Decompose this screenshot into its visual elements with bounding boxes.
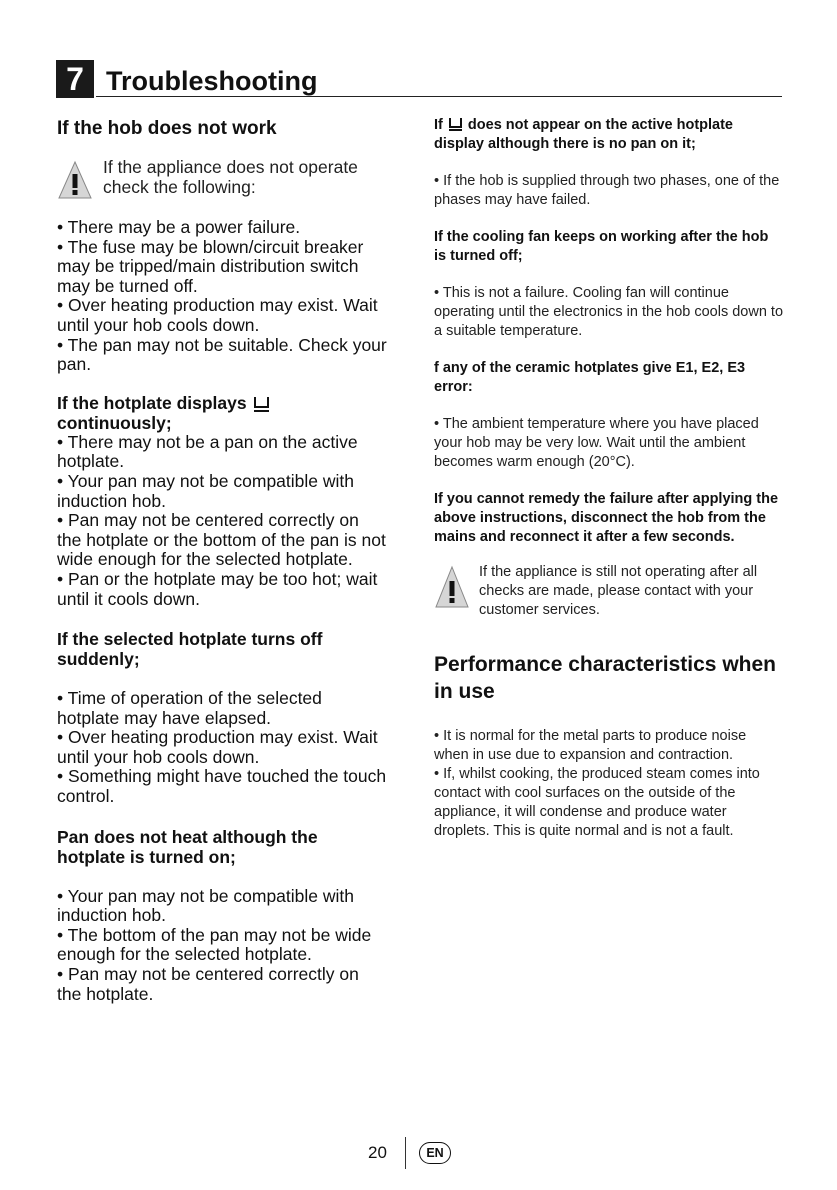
subheading-text: If [434,117,443,133]
performance-list [434,727,784,841]
list-item: • Pan or the hotplate may be too hot; wait until it cools down. [57,568,378,609]
list-item: • There may be a power failure. [57,217,301,237]
subheading-cooling-fan: If the cooling fan keeps on working after the hob is turned off; [434,229,769,264]
warning-icon [57,160,93,200]
section-heading-hob-not-work: If the hob does not work [57,118,277,139]
subheading-cannot-remedy: If you cannot remedy the failure after applying the above instructions, disconnect the hob from the mains and reconnect it after a few seconds. [434,491,779,545]
paragraph: • This is not a failure. Cooling fan will continue operating until the electronics in the hob cools down to a suitable temperature. [434,285,784,339]
list-item: • The bottom of the pan may not be wide enough for the selected hotplate. [57,924,372,965]
list-item: • Your pan may not be compatible with induction hob. [57,885,355,926]
list-item: • It is normal for the metal parts to produce noise when in use due to expansion and contraction. [434,728,747,763]
pan-symbol-icon [449,118,462,128]
chapter-header [56,58,782,98]
subheading-text: does not appear on the active hotplate display although there is no pan on it; [434,117,733,152]
paragraph: • If the hob is supplied through two phases, one of the phases may have failed. [434,173,780,208]
list-item: • The pan may not be suitable. Check your pan. [57,334,387,375]
list-item: • Your pan may not be compatible with induction hob. [57,470,355,511]
section-heading-performance: Performance characteristics when in use [434,653,776,703]
warning-text: If the appliance does not operate check the following: [103,157,358,197]
chapter-number: 7 [56,60,94,98]
turns-off-list [57,689,387,807]
list-item: • There may not be a pan on the active hotplate. [57,431,358,472]
intro-list [57,218,387,375]
list-item: • Pan may not be centered correctly on the hotplate. [57,964,359,1004]
page-footer [0,1137,837,1171]
list-item: • Something might have touched the touch control. [57,766,387,807]
header-rule [96,96,782,97]
page-title: Troubleshooting [106,66,318,96]
hotplate-displays-list [57,433,387,609]
list-item: • Over heating production may exist. Wait until your hob cools down. [57,295,378,335]
subheading-hotplate-displays [57,393,387,433]
subheading-symbol-not-appear [434,116,784,154]
warning-note [434,563,784,623]
list-item: • Time of operation of the selected hotplate may have elapsed. [57,688,322,728]
list-item: • Pan may not be centered correctly on the hotplate or the bottom of the pan is not wide enough for the selected hotplate. [57,510,386,570]
warning-text: If the appliance is still not operating after all checks are made, please contact with your customer services. [479,564,758,618]
language-badge: EN [419,1142,451,1164]
subheading-error-codes: f any of the ceramic hotplates give E1, E2, E3 error: [434,360,746,395]
paragraph: • The ambient temperature where you have placed your hob may be very low. Wait until the ambient becomes warm enough (20°C). [434,416,759,470]
warning-note [57,158,387,200]
list-item: • The fuse may be blown/circuit breaker may be tripped/main distribution switch may be turned off. [57,236,364,296]
subheading-text: continuously; [57,412,172,433]
footer-divider [405,1137,406,1169]
pan-not-heat-list [57,887,387,1005]
warning-icon [434,565,470,609]
subheading-text: If the hotplate displays [57,392,247,413]
list-item: • Over heating production may exist. Wait until your hob cools down. [57,727,378,767]
subheading-pan-not-heat: Pan does not heat although the hotplate is turned on; [57,826,318,867]
right-column [434,116,784,841]
page-number: 20 [368,1143,387,1162]
list-item: • If, whilst cooking, the produced steam comes into contact with cool surfaces on the outside of the appliance, it will condense and produce water droplets. This is quite normal and is not a fault. [434,766,760,839]
pan-symbol-icon [254,397,269,408]
left-column [57,116,387,1004]
subheading-turns-off: If the selected hotplate turns off suddenly; [57,629,323,670]
